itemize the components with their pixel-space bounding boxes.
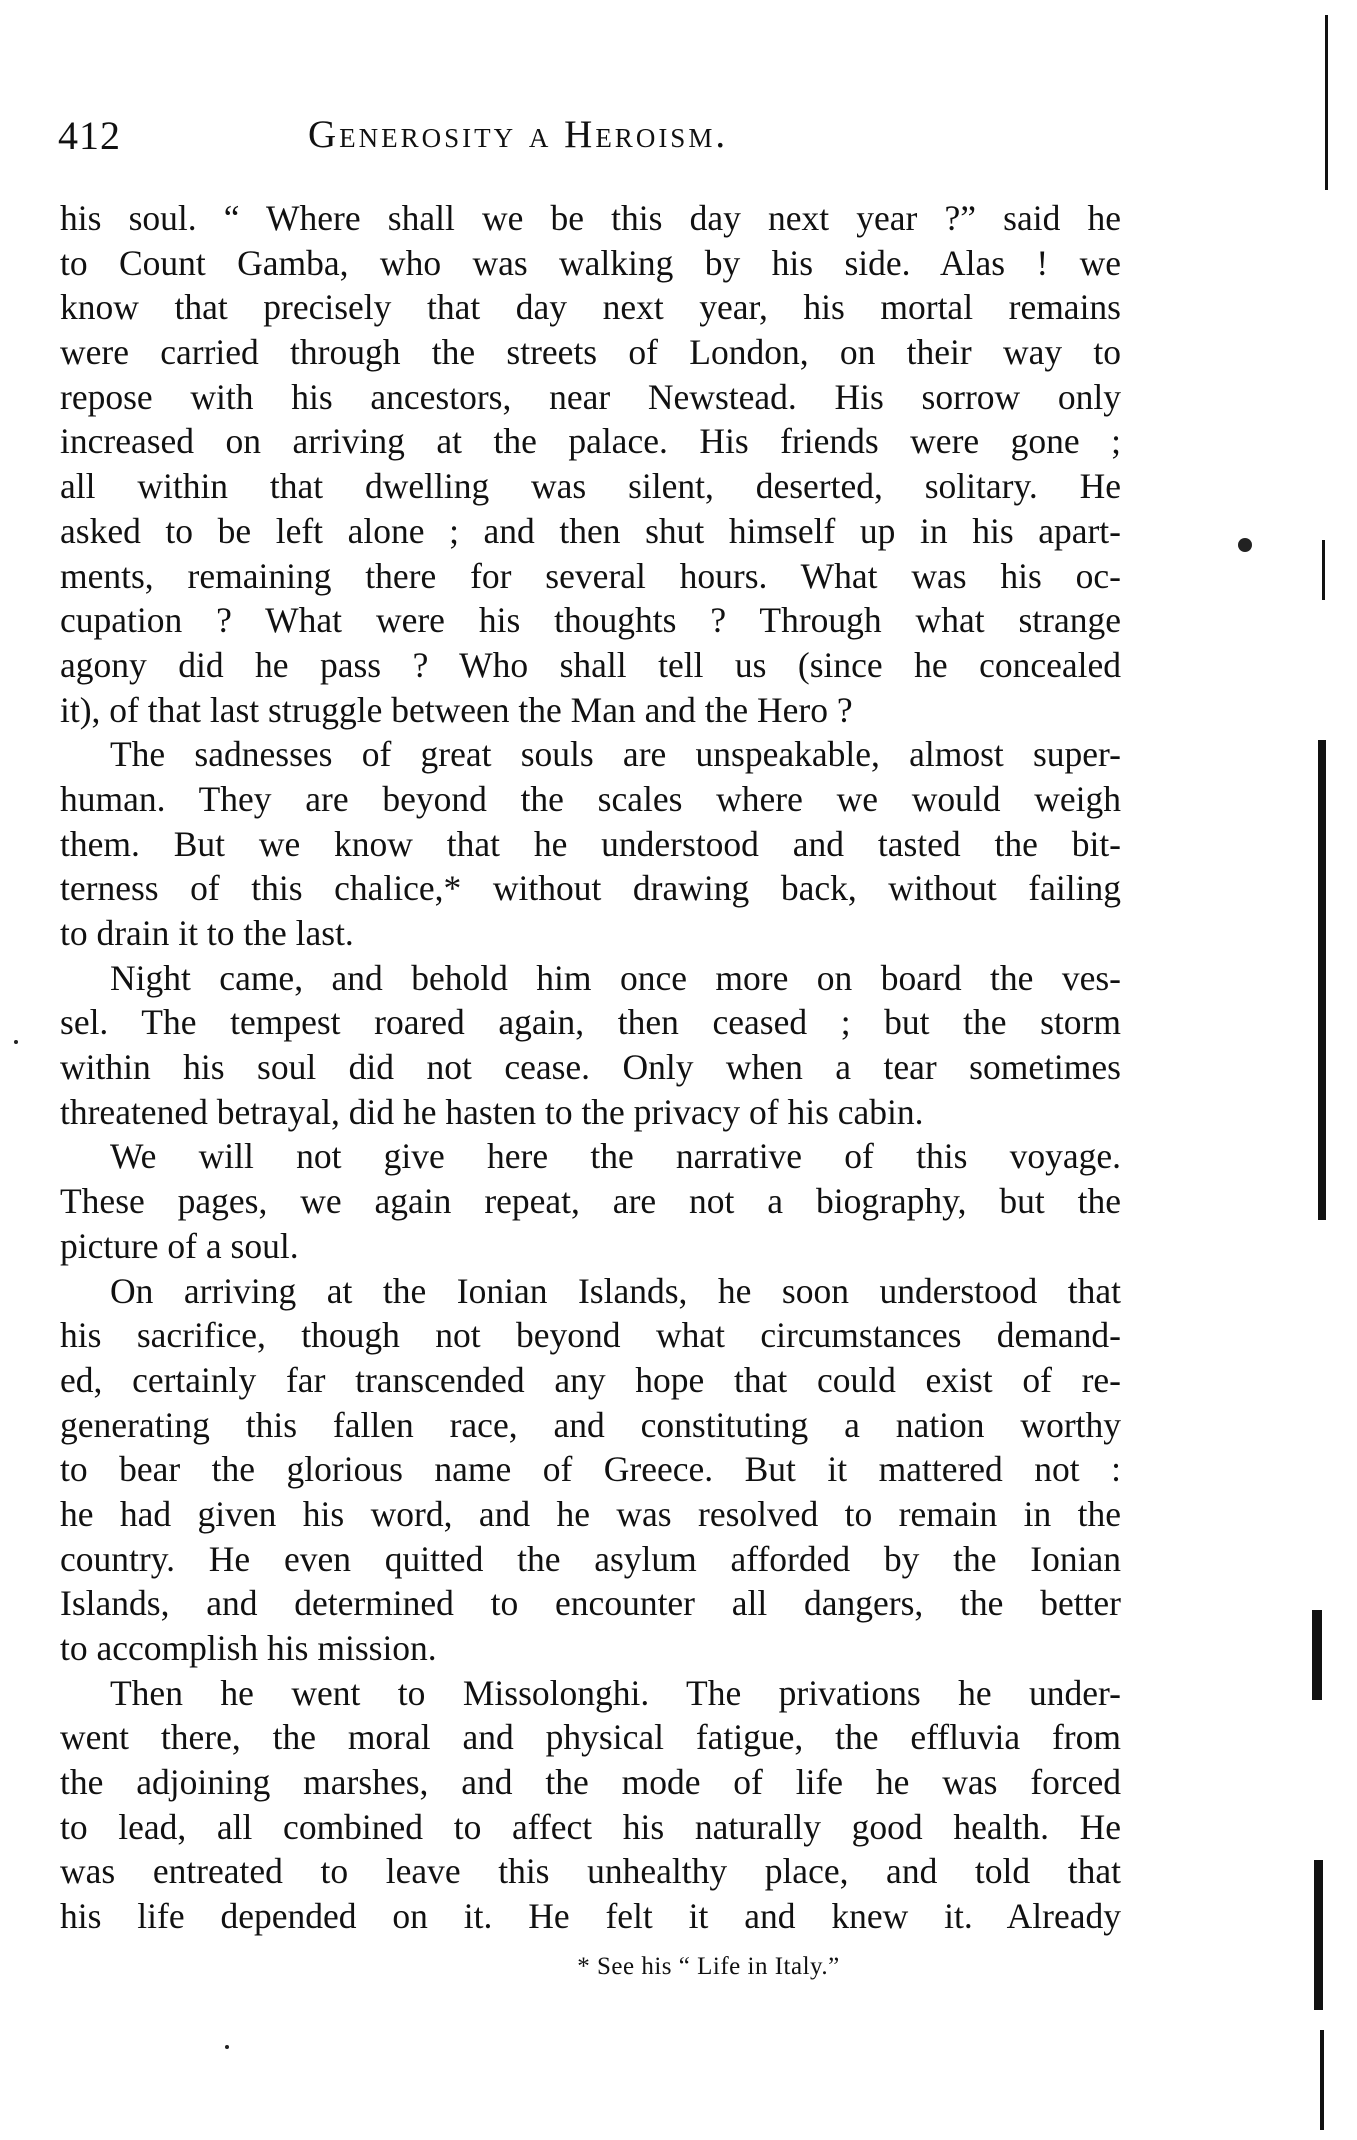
text-line: to bear the glorious name of Greece. But it mattered not :: [60, 1449, 1121, 1490]
binding-edge-shadow: [1322, 540, 1325, 600]
paragraph-2: [60, 732, 1121, 955]
ink-speck: [225, 2045, 229, 2049]
text-line: to drain it to the last.: [60, 913, 354, 953]
text-line: Night came, and behold him once more on board the ves-: [110, 957, 1121, 998]
body-text: [60, 196, 1121, 1939]
paragraph-1: [60, 196, 1121, 732]
text-line: to accomplish his mission.: [60, 1628, 437, 1668]
text-line: sel. The tempest roared again, then ceased ; but the storm: [60, 1002, 1121, 1043]
text-line: terness of this chalice,* without drawing back, without failing: [60, 868, 1121, 909]
ink-speck: [14, 1040, 18, 1044]
binding-edge-shadow: [1314, 1860, 1323, 2010]
text-line: to Count Gamba, who was walking by his side. Alas ! we: [60, 242, 1121, 283]
text-line: We will not give here the narrative of this voyage.: [110, 1136, 1121, 1177]
page-number: 412: [58, 113, 121, 158]
text-line: agony did he pass ? Who shall tell us (since he concealed: [60, 644, 1121, 685]
text-line: asked to be left alone ; and then shut himself up in his apart-: [60, 510, 1121, 551]
text-line: country. He even quitted the asylum afforded by the Ionian: [60, 1538, 1121, 1579]
binding-edge-shadow: [1312, 1610, 1322, 1700]
text-line: threatened betrayal, did he hasten to the privacy of his cabin.: [60, 1091, 924, 1132]
paragraph-4: [60, 1134, 1121, 1268]
running-head: Generosity a Heroism.: [308, 113, 729, 156]
text-line: increased on arriving at the palace. His friends were gone ;: [60, 421, 1121, 462]
text-line: to lead, all combined to affect his naturally good health. He: [60, 1806, 1121, 1847]
binding-edge-shadow: [1320, 2030, 1324, 2130]
binding-edge-shadow: [1325, 15, 1328, 190]
paragraph-5: [60, 1269, 1121, 1671]
text-line: picture of a soul.: [60, 1225, 299, 1266]
text-line: went there, the moral and physical fatigue, the effluvia from: [60, 1717, 1121, 1758]
footnote: [0, 1953, 1357, 1981]
text-line: the adjoining marshes, and the mode of life he was forced: [60, 1762, 1121, 1803]
text-line: his sacrifice, though not beyond what circumstances demand-: [60, 1315, 1121, 1356]
text-line: Then he went to Missolonghi. The privations he under-: [110, 1672, 1121, 1713]
text-line: it), of that last struggle between the Man and the Hero ?: [60, 689, 853, 730]
paragraph-3: [60, 956, 1121, 1135]
text-line: The sadnesses of great souls are unspeakable, almost super-: [110, 734, 1121, 775]
text-line: ments, remaining there for several hours. What was his oc-: [60, 555, 1121, 596]
text-line: On arriving at the Ionian Islands, he soon understood that: [110, 1270, 1121, 1311]
text-line: human. They are beyond the scales where we would weigh: [60, 778, 1121, 819]
text-line: within his soul did not cease. Only when a tear sometimes: [60, 1047, 1121, 1088]
text-line: know that precisely that day next year, his mortal remains: [60, 287, 1121, 328]
page-header: [58, 112, 1138, 172]
binding-edge-shadow: [1318, 740, 1326, 1220]
text-line: generating this fallen race, and constituting a nation worthy: [60, 1404, 1121, 1445]
text-line: them. But we know that he understood and tasted the bit-: [60, 823, 1121, 864]
paragraph-6: [60, 1671, 1121, 1939]
footnote-text: * See his “ Life in Italy.”: [577, 1953, 840, 1980]
text-line: he had given his word, and he was resolved to remain in the: [60, 1493, 1121, 1534]
ink-speck: [1238, 538, 1252, 552]
text-line: These pages, we again repeat, are not a biography, but the: [60, 1181, 1121, 1222]
text-line: ed, certainly far transcended any hope that could exist of re-: [60, 1359, 1121, 1400]
text-line: all within that dwelling was silent, deserted, solitary. He: [60, 466, 1121, 507]
text-line: cupation ? What were his thoughts ? Through what strange: [60, 600, 1121, 641]
text-line: Islands, and determined to encounter all dangers, the better: [60, 1583, 1121, 1624]
text-line: his soul. “ Where shall we be this day next year ?” said he: [60, 198, 1121, 238]
text-line: his life depended on it. He felt it and knew it. Already: [60, 1896, 1121, 1937]
text-line: was entreated to leave this unhealthy place, and told that: [60, 1851, 1121, 1892]
text-line: were carried through the streets of London, on their way to: [60, 332, 1121, 373]
text-line: repose with his ancestors, near Newstead. His sorrow only: [60, 376, 1121, 417]
